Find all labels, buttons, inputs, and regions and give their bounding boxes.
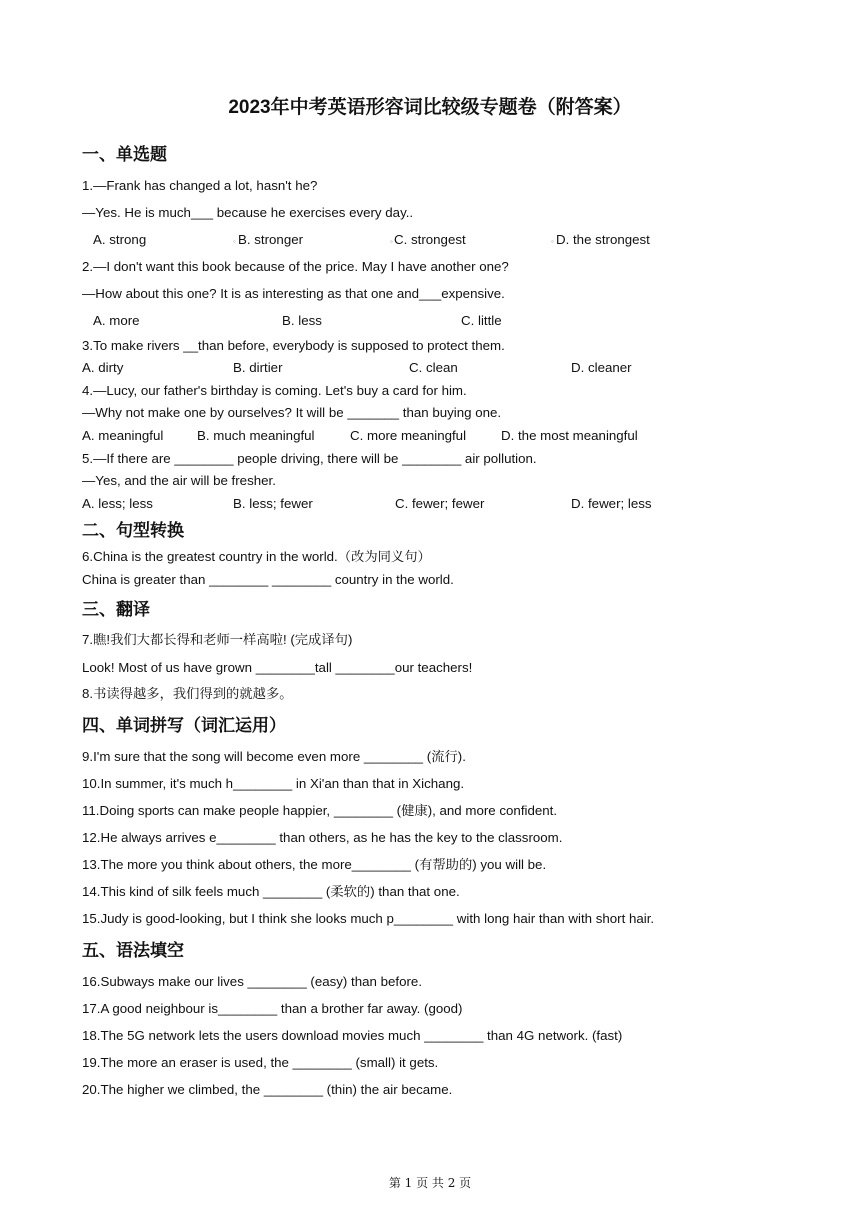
- q4-option-d: D. the most meaningful: [501, 428, 638, 443]
- q6-line1: 6.China is the greatest country in the world.（改为同义句）: [82, 549, 431, 564]
- q16-line: 16.Subways make our lives ________ (easy) than before.: [82, 974, 423, 989]
- q10-line: 10.In summer, it's much h________ in Xi'an than that in Xichang.: [82, 776, 465, 791]
- q4-line2: —Why not make one by ourselves? It will be _______ than buying one.: [82, 405, 502, 420]
- page-title: 2023年中考英语形容词比较级专题卷（附答案）: [228, 97, 632, 118]
- q7-line2: Look! Most of us have grown ________tall ________our teachers!: [82, 660, 473, 675]
- q1-option-b: B. stronger: [238, 232, 304, 247]
- q2-option-a: A. more: [93, 313, 140, 328]
- q2-line2: —How about this one? It is as interesting as that one and___expensive.: [82, 286, 505, 301]
- q2-option-b: B. less: [282, 313, 322, 328]
- q4-option-c: C. more meaningful: [350, 428, 467, 443]
- q15-line: 15.Judy is good-looking, but I think she looks much p________ with long hair than with short hair.: [82, 911, 655, 926]
- page-footer: 第 1 页 共 2 页: [388, 1176, 472, 1190]
- q9-line: 9.I'm sure that the song will become even more ________ (流行).: [82, 749, 466, 764]
- q4-line1: 4.—Lucy, our father's birthday is coming. Let's buy a card for him.: [82, 383, 467, 398]
- q5-line1: 5.—If there are ________ people driving, there will be ________ air pollution.: [82, 451, 537, 466]
- section-heading-grammar-fill: 五、语法填空: [82, 941, 184, 960]
- section-heading-word-spelling: 四、单词拼写（词汇运用）: [82, 716, 286, 735]
- q19-line: 19.The more an eraser is used, the ________ (small) it gets.: [82, 1055, 439, 1070]
- q6-line2: China is greater than ________ ________ country in the world.: [82, 572, 454, 587]
- q8-line: 8.书读得越多，我们得到的就越多。: [82, 686, 293, 701]
- q17-line: 17.A good neighbour is________ than a brother far away. (good): [82, 1001, 463, 1016]
- q7-line1: 7.瞧!我们大都长得和老师一样高啦! (完成译句): [82, 632, 353, 647]
- section-heading-single-choice: 一、单选题: [82, 145, 167, 164]
- section-heading-sentence-transform: 二、句型转换: [82, 521, 184, 540]
- q1-option-a: A. strong: [93, 232, 147, 247]
- q3-option-d: D. cleaner: [571, 360, 632, 375]
- q3-option-a: A. dirty: [82, 360, 124, 375]
- q5-option-c: C. fewer; fewer: [395, 496, 485, 511]
- q1-option-c: C. strongest: [394, 232, 466, 247]
- q5-option-b: B. less; fewer: [233, 496, 313, 511]
- q5-option-a: A. less; less: [82, 496, 153, 511]
- q1-option-d: D. the strongest: [556, 232, 650, 247]
- q3-line1: 3.To make rivers __than before, everybody is supposed to protect them.: [82, 338, 505, 353]
- q13-line: 13.The more you think about others, the more________ (有帮助的) you will be.: [82, 857, 547, 872]
- q1-line2: —Yes. He is much___ because he exercises every day..: [82, 205, 414, 220]
- q5-line2: —Yes, and the air will be fresher.: [82, 473, 276, 488]
- q1-option-marker: ◦: [233, 237, 236, 246]
- q2-option-c: C. little: [461, 313, 502, 328]
- q3-option-c: C. clean: [409, 360, 458, 375]
- q20-line: 20.The higher we climbed, the ________ (thin) the air became.: [82, 1082, 453, 1097]
- q5-option-d: D. fewer; less: [571, 496, 652, 511]
- q4-option-a: A. meaningful: [82, 428, 164, 443]
- q12-line: 12.He always arrives e________ than others, as he has the key to the classroom.: [82, 830, 563, 845]
- q14-line: 14.This kind of silk feels much ________ (柔软的) than that one.: [82, 884, 460, 899]
- q2-line1: 2.—I don't want this book because of the price. May I have another one?: [82, 259, 509, 274]
- q3-option-b: B. dirtier: [233, 360, 283, 375]
- q1-line1: 1.—Frank has changed a lot, hasn't he?: [82, 178, 318, 193]
- q18-line: 18.The 5G network lets the users download movies much ________ than 4G network. (fast): [82, 1028, 623, 1043]
- q1-option-marker: ◦: [551, 237, 554, 246]
- q11-line: 11.Doing sports can make people happier, ________ (健康), and more confident.: [82, 803, 558, 818]
- section-heading-translation: 三、翻译: [82, 600, 150, 619]
- q1-option-marker: ◦: [390, 237, 393, 246]
- q4-option-b: B. much meaningful: [197, 428, 315, 443]
